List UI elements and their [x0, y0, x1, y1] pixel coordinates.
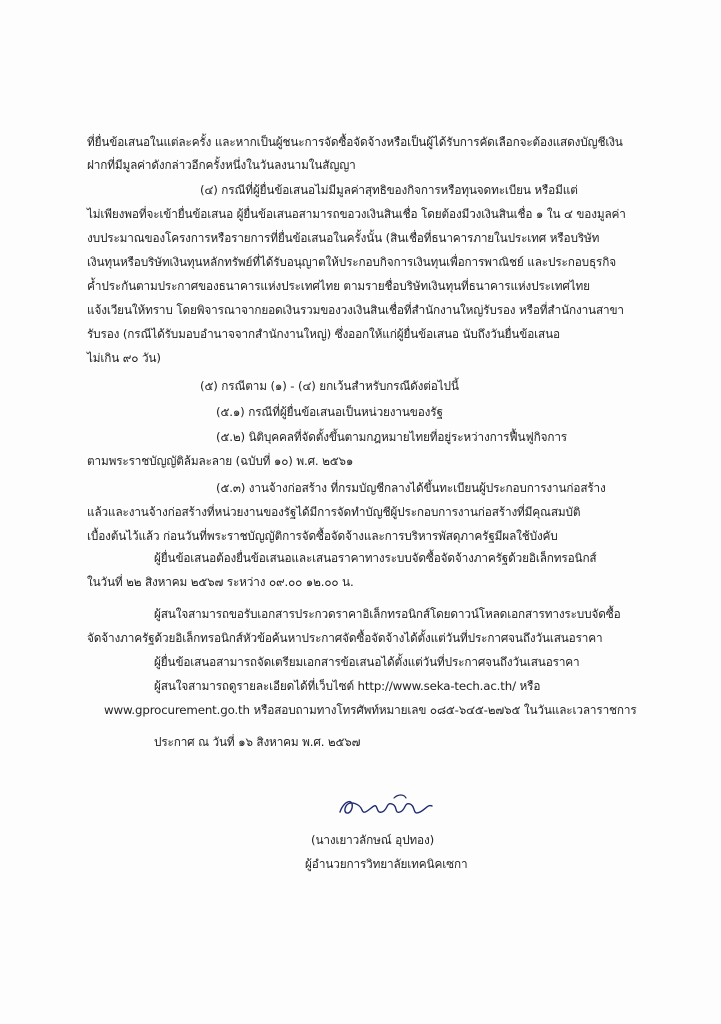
text-line: ที่ยื่นข้อเสนอในแต่ละครั้ง และหากเป็นผู้ชนะการจัดซื้อจัดจ้างหรือเป็นผู้ได้รับการคัดเลือกจะต้องแสดงบัญชีเงิน	[87, 135, 623, 149]
text-line: ในวันที่ ๒๒ สิงหาคม ๒๕๖๗ ระหว่าง ๐๙.๐๐ ๑๒.๐๐ น.	[87, 575, 354, 589]
text-line: (๕.๒) นิติบุคคลที่จัดตั้งขึ้นตามกฎหมายไทยที่อยู่ระหว่างการฟื้นฟูกิจการ	[216, 430, 567, 444]
text-line: ผู้ยื่นข้อเสนอสามารถจัดเตรียมเอกสารข้อเสนอได้ตั้งแต่วันที่ประกาศจนถึงวันเสนอราคา	[154, 655, 580, 669]
text-line: รับรอง (กรณีได้รับมอบอำนาจจากสำนักงานใหญ่) ซึ่งออกให้แก่ผู้ยื่นข้อเสนอ นับถึงวันยื่นข้อเสนอ	[87, 327, 560, 341]
signatory-name: (นางเยาวลักษณ์ อุปทอง)	[311, 833, 435, 847]
text-line: จัดจ้างภาครัฐด้วยอิเล็กทรอนิกส์หัวข้อค้นหาประกาศจัดซื้อจัดจ้างได้ตั้งแต่วันที่ประกาศจนถึงวันเสนอราคา	[87, 631, 603, 645]
text-line: ผู้สนใจสามารถขอรับเอกสารประกวดราคาอิเล็กทรอนิกส์โดยดาวน์โหลดเอกสารทางระบบจัดซื้อ	[154, 607, 621, 621]
text-line: เงินทุนหรือบริษัทเงินทุนหลักทรัพย์ที่ได้รับอนุญาตให้ประกอบกิจการเงินทุนเพื่อการพาณิชย์ และประกอบธุรกิจ	[87, 255, 616, 269]
announcement-date: ประกาศ ณ วันที่ ๑๖ สิงหาคม พ.ศ. ๒๕๖๗	[154, 735, 361, 749]
text-line: ไม่เพียงพอที่จะเข้ายื่นข้อเสนอ ผู้ยื่นข้อเสนอสามารถขอวงเงินสินเชื่อ โดยต้องมีวงเงินสินเชื่อ ๑ ใน ๔ ของมูลค่า	[87, 207, 626, 221]
text-line: ตามพระราชบัญญัติล้มละลาย (ฉบับที่ ๑๐) พ.ศ. ๒๕๖๑	[87, 454, 354, 468]
text-line: (๕) กรณีตาม (๑) - (๔) ยกเว้นสำหรับกรณีดังต่อไปนี้	[200, 379, 459, 393]
text-line: เบื้องต้นไว้แล้ว ก่อนวันที่พระราชบัญญัติการจัดซื้อจัดจ้างและการบริหารพัสดุภาครัฐมีผลใช้บังคับ	[87, 529, 558, 543]
text-line: www.gprocurement.go.th หรือสอบถามทางโทรศัพท์หมายเลข ๐๘๕-๖๔๕-๒๗๖๕ ในวันและเวลาราชการ	[104, 703, 637, 717]
text-line: (๕.๓) งานจ้างก่อสร้าง ที่กรมบัญชีกลางได้ขึ้นทะเบียนผู้ประกอบการงานก่อสร้าง	[216, 481, 606, 495]
text-line: (๔) กรณีที่ผู้ยื่นข้อเสนอไม่มีมูลค่าสุทธิของกิจการหรือทุนจดทะเบียน หรือมีแต่	[200, 183, 578, 197]
signature-image	[336, 790, 446, 824]
text-line: ค้ำประกันตามประกาศของธนาคารแห่งประเทศไทย ตามรายชื่อบริษัทเงินทุนที่ธนาคารแห่งประเทศไทย	[87, 279, 590, 293]
text-line: แล้วและงานจ้างก่อสร้างที่หน่วยงานของรัฐได้มีการจัดทำบัญชีผู้ประกอบการงานก่อสร้างที่มีคุณสมบัติ	[87, 505, 581, 519]
text-line: ผู้ยื่นข้อเสนอต้องยื่นข้อเสนอและเสนอราคาทางระบบจัดซื้อจัดจ้างภาครัฐด้วยอิเล็กทรอนิกส์	[154, 551, 597, 565]
signatory-position: ผู้อำนวยการวิทยาลัยเทคนิคเซกา	[305, 857, 468, 871]
text-line: แจ้งเวียนให้ทราบ โดยพิจารณาจากยอดเงินรวมของวงเงินสินเชื่อที่สำนักงานใหญ่รับรอง หรือที่สำนักงานสาขา	[87, 303, 624, 317]
text-line: (๕.๑) กรณีที่ผู้ยื่นข้อเสนอเป็นหน่วยงานของรัฐ	[216, 405, 443, 419]
text-line: งบประมาณของโครงการหรือรายการที่ยื่นข้อเสนอในครั้งนั้น (สินเชื่อที่ธนาคารภายในประเทศ หรือบริษัท	[87, 231, 600, 245]
text-line: ฝากที่มีมูลค่าดังกล่าวอีกครั้งหนึ่งในวันลงนามในสัญญา	[87, 158, 356, 172]
handwritten-signature	[336, 790, 446, 824]
text-line: ไม่เกิน ๙๐ วัน)	[87, 351, 161, 365]
text-line: ผู้สนใจสามารถดูรายละเอียดได้ที่เว็บไซต์ http://www.seka-tech.ac.th/ หรือ	[154, 679, 541, 693]
